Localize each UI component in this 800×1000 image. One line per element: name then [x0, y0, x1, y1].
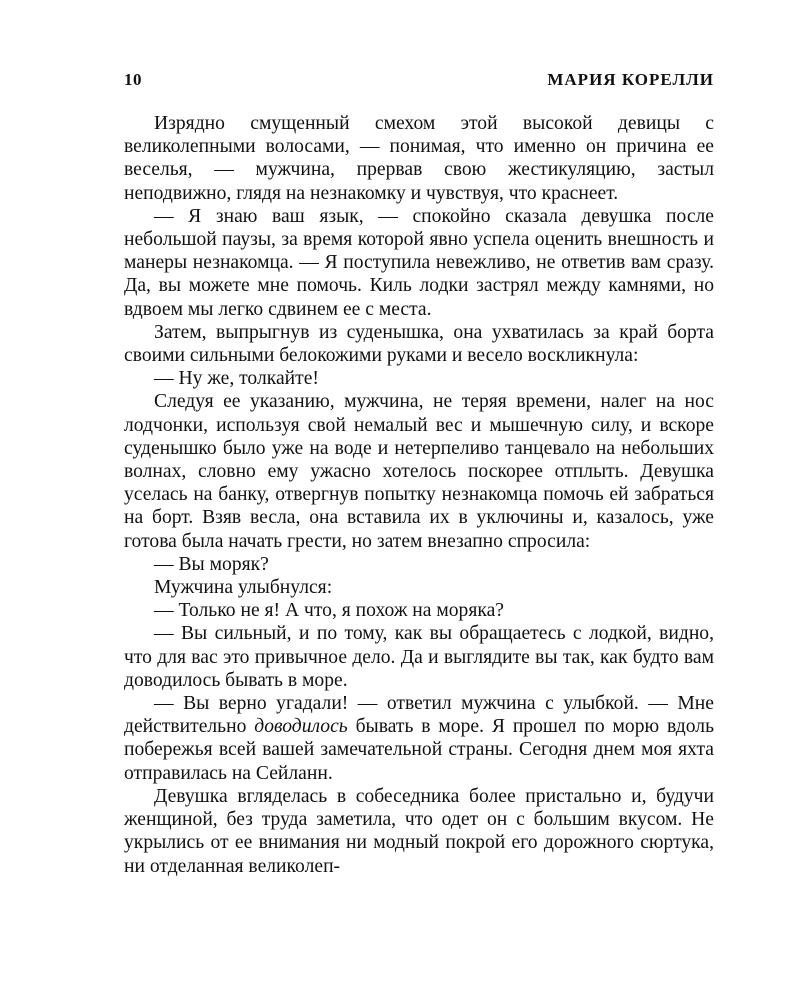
- paragraph: Девушка вгляделась в собеседника более пристально и, будучи женщиной, без труда заметила, что одет он с большим вкусом. Не укрылись от ее внимания ни модный покрой его дорожного сюртука, ни отделанная великолеп-: [124, 785, 714, 877]
- running-head: [124, 70, 714, 94]
- paragraph: Затем, выпрыгнув из суденышка, она ухватилась за край борта своими сильными белокожими руками и весело воскликнула:: [124, 321, 714, 367]
- paragraph: Следуя ее указанию, мужчина, не теряя времени, налег на нос лодчонки, используя свой немалый вес и мышечную силу, и вскоре суденышко было уже на воде и нетерпеливо танцевало на небольших волнах, словно ему ужасно хотелось поскорее отплыть. Девушка уселась на банку, отвергнув попытку незнакомца помочь ей забраться на борт. Взяв весла, она вставила их в уключины и, казалось, уже готова была начать грести, но затем внезапно спросила:: [124, 391, 714, 552]
- paragraph: [124, 692, 714, 785]
- running-title: МАРИЯ КОРЕЛЛИ: [547, 70, 714, 89]
- paragraph: — Вы сильный, и по тому, как вы обращаетесь с лодкой, видно, что для вас это привычное дело. Да и выглядите вы так, как будто вам доводилось бывать в море.: [124, 623, 714, 691]
- paragraph: — Вы моряк?: [154, 553, 269, 575]
- paragraph: — Ну же, толкайте!: [154, 368, 319, 390]
- paragraph: Изрядно смущенный смехом этой высокой девицы с великолепными волосами, — понимая, что именно он причина ее веселья, — мужчина, прервав свою жестикуляцию, застыл неподвижно, глядя на незнакомку и чувствуя, что краснеет.: [124, 113, 714, 204]
- paragraph-text: бывать в море. Я прошел по морю вдоль побережья всей вашей замечательной страны. Сегодня днем моя яхта отправилась на Сейланн.: [124, 716, 715, 784]
- page-number: 10: [124, 70, 142, 89]
- body-text: [124, 112, 714, 878]
- paragraph: — Только не я! А что, я похож на моряка?: [154, 600, 504, 622]
- paragraph: Мужчина улыбнулся:: [154, 577, 333, 599]
- paragraph-text: — Вы верно угадали! — ответил мужчина с улыбкой. — Мне действительно: [124, 693, 714, 738]
- emphasized-word: доводилось: [254, 716, 348, 738]
- paragraph: — Я знаю ваш язык, — спокойно сказала девушка после небольшой паузы, за время которой явно успела оценить внешность и манеры незнакомца. — Я поступила невежливо, не ответив вам сразу. Да, вы можете мне помочь. Киль лодки застрял между камнями, но вдвоем мы легко сдвинем ее с места.: [124, 205, 714, 320]
